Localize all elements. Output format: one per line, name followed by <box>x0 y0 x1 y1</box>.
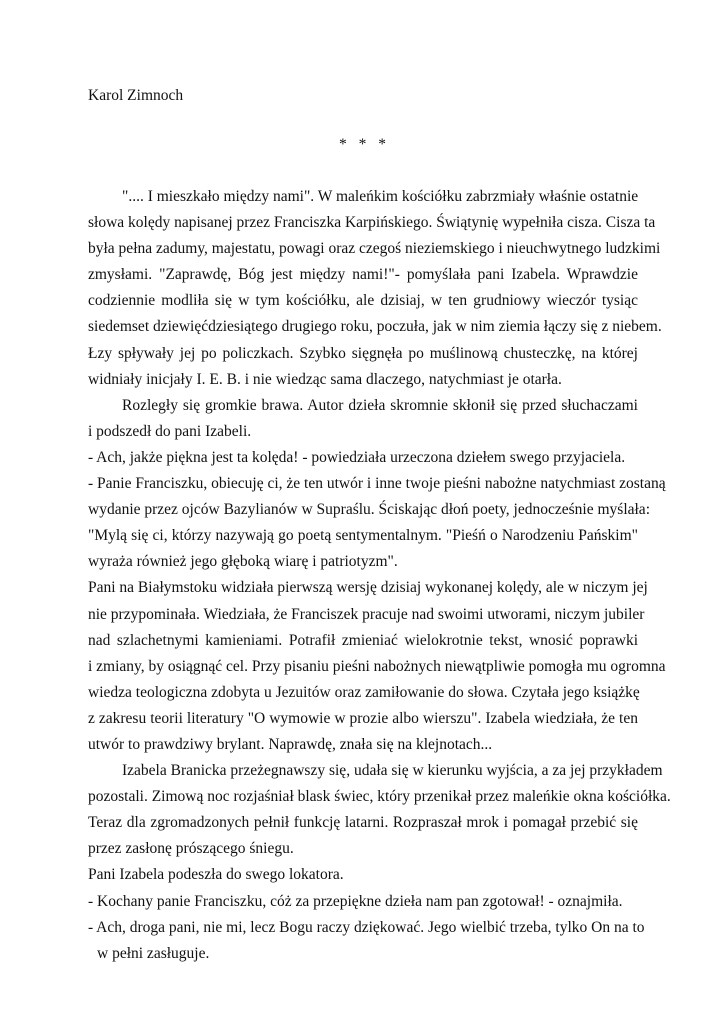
text-line: nad szlachetnymi kamieniami. Potrafił zmieniać wielokrotnie tekst, wnosić poprawki <box>88 631 638 649</box>
dialogue-line: - Ach, droga pani, nie mi, lecz Bogu raczy dziękować. Jego wielbić trzeba, tylko On na to <box>88 918 645 936</box>
dialogue-line: - Kochany panie Franciszku, cóż za przepiękne dzieła nam pan zgotował! - oznajmiła. <box>88 892 623 910</box>
text-line: Rozległy się gromkie brawa. Autor dzieła skromnie skłonił się przed słuchaczami <box>122 396 638 414</box>
dialogue-line: w pełni zasługuje. <box>97 944 210 962</box>
section-separator: * * * <box>339 136 386 153</box>
text-line: widniały inicjały I. E. B. i nie wiedząc sama dlaczego, natychmiast je otarła. <box>88 370 562 388</box>
text-line: wyraża również jego głęboką wiarę i patriotyzm". <box>88 553 398 571</box>
text-line: słowa kolędy napisanej przez Franciszka Karpińskiego. Świątynię wypełniła cisza. Cisza ta <box>88 214 656 232</box>
author-name: Karol Zimnoch <box>88 87 184 104</box>
text-line: Teraz dla zgromadzonych pełnił funkcję latarni. Rozpraszał mrok i pomagał przebić się <box>88 814 638 832</box>
text-line: wiedza teologiczna zdobyta u Jezuitów oraz zamiłowanie do słowa. Czytała jego książkę <box>88 683 640 701</box>
dialogue-line: - Panie Franciszku, obiecuję ci, że ten utwór i inne twoje pieśni nabożne natychmiast zostaną <box>88 475 666 493</box>
text-line: przez zasłonę prószącego śniegu. <box>88 840 294 858</box>
text-line: siedemset dziewięćdziesiątego drugiego roku, poczuła, jak w nim ziemia łączy się z niebem. <box>88 318 662 336</box>
text-line: Łzy spływały jej po policzkach. Szybko sięgnęła po muślinową chusteczkę, na której <box>88 344 638 362</box>
dialogue-line: - Ach, jakże piękna jest ta kolęda! - powiedziała urzeczona dziełem swego przyjaciela. <box>88 448 626 466</box>
text-line: pozostali. Zimową noc rozjaśniał blask świec, który przenikał przez maleńkie okna kościółka. <box>88 788 671 806</box>
text-line: Izabela Branicka przeżegnawszy się, udała się w kierunku wyjścia, a za jej przykładem <box>122 762 663 780</box>
text-line: była pełna zadumy, majestatu, powagi oraz czegoś nieziemskiego i nieuchwytnego ludzkimi <box>88 240 661 258</box>
text-line: utwór to prawdziwy brylant. Naprawdę, znała się na klejnotach... <box>88 735 493 753</box>
story-text <box>88 184 671 967</box>
text-line: ".... I mieszkało między nami". W maleńkim kościółku zabrzmiały właśnie ostatnie <box>122 188 639 205</box>
text-line: wydanie przez ojców Bazylianów w Supraślu. Ściskając dłoń poety, jednocześnie myślała: <box>88 501 650 519</box>
text-line: Pani na Białymstoku widziała pierwszą wersję dzisiaj wykonanej kolędy, ale w niczym jej <box>88 579 648 597</box>
text-line: i podszedł do pani Izabeli. <box>88 422 252 440</box>
text-line: codziennie modliła się w tym kościółku, ale dzisiaj, w ten grudniowy wieczór tysiąc <box>88 292 638 310</box>
text-line: nie przypominała. Wiedziała, że Franciszek pracuje nad swoimi utworami, niczym jubiler <box>88 605 645 623</box>
text-line: i zmiany, by osiągnąć cel. Przy pisaniu pieśni nabożnych niewątpliwie pomogła mu ogromna <box>88 657 666 675</box>
text-line: Pani Izabela podeszła do swego lokatora. <box>88 866 344 884</box>
text-line: z zakresu teorii literatury "O wymowie w prozie albo wierszu". Izabela wiedziała, że ten <box>88 709 638 727</box>
text-line: "Mylą się ci, którzy nazywają go poetą sentymentalnym. "Pieśń o Narodzeniu Pańskim" <box>88 527 638 545</box>
text-line: zmysłami. "Zaprawdę, Bóg jest między nami!"- pomyślała pani Izabela. Wprawdzie <box>88 266 638 284</box>
